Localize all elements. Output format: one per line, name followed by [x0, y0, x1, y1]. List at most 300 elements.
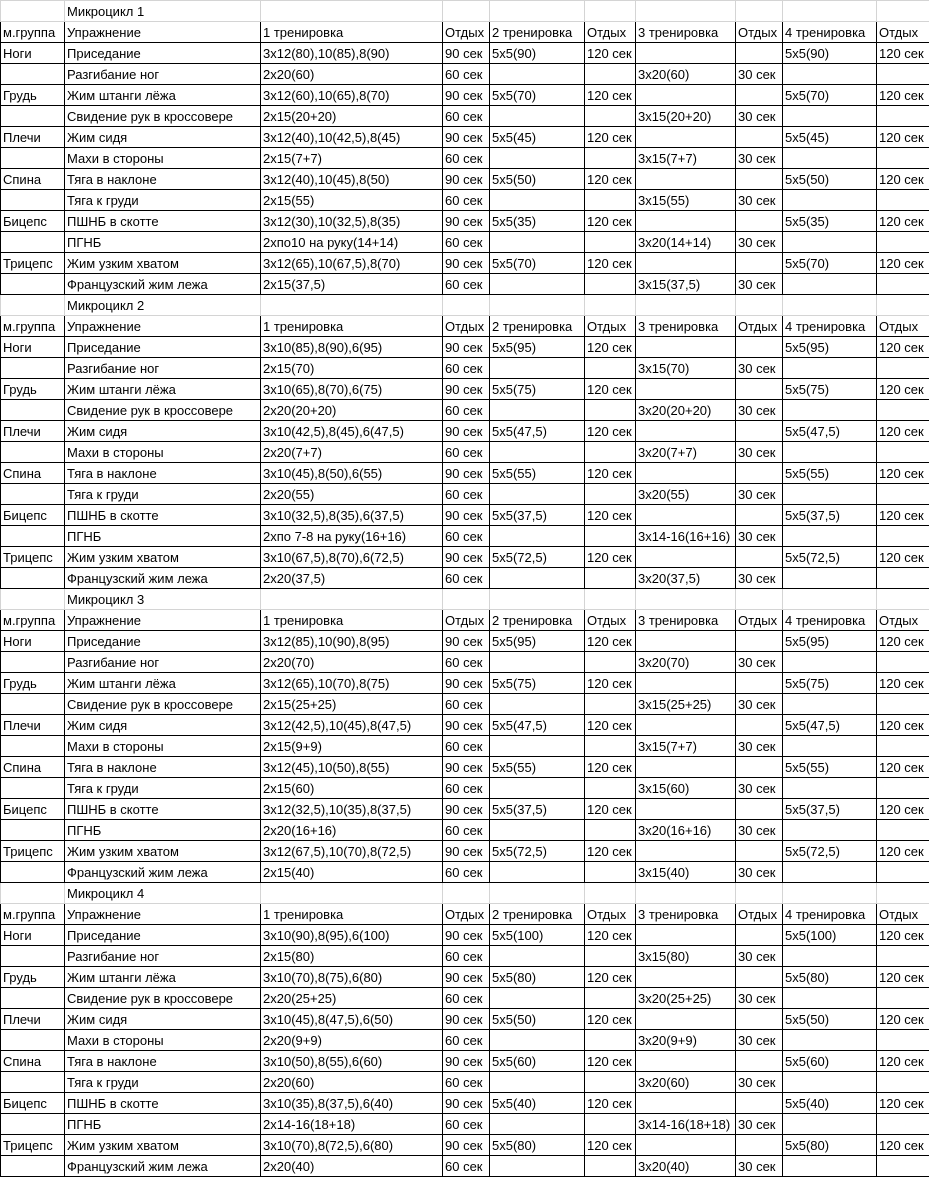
table-cell[interactable]: Французский жим лежа [65, 1156, 261, 1177]
table-cell[interactable] [1, 106, 65, 127]
table-cell[interactable]: Разгибание ног [65, 652, 261, 673]
table-cell[interactable] [877, 358, 929, 379]
table-cell[interactable]: 5х5(80) [490, 1135, 585, 1156]
table-cell[interactable]: 90 сек [443, 127, 490, 148]
table-cell[interactable]: Тяга к груди [65, 778, 261, 799]
table-cell[interactable]: 2х20(70) [261, 652, 443, 673]
column-header-cell[interactable]: м.группа [1, 22, 65, 43]
table-cell[interactable]: 60 сек [443, 526, 490, 547]
table-cell[interactable]: 5х5(95) [490, 337, 585, 358]
table-cell[interactable] [736, 505, 783, 526]
table-cell[interactable]: 90 сек [443, 967, 490, 988]
empty-cell[interactable] [877, 589, 929, 610]
table-cell[interactable]: 5х5(95) [490, 631, 585, 652]
table-cell[interactable] [636, 127, 736, 148]
table-cell[interactable]: 3х15(80) [636, 946, 736, 967]
table-cell[interactable] [1, 736, 65, 757]
table-cell[interactable] [636, 43, 736, 64]
column-header-cell[interactable]: Упражнение [65, 904, 261, 925]
table-cell[interactable]: 60 сек [443, 778, 490, 799]
table-cell[interactable]: Разгибание ног [65, 64, 261, 85]
table-cell[interactable] [783, 1156, 877, 1177]
empty-cell[interactable] [585, 589, 636, 610]
table-cell[interactable]: 5х5(35) [783, 211, 877, 232]
table-cell[interactable]: Трицепс [1, 253, 65, 274]
table-cell[interactable]: 5х5(72,5) [783, 841, 877, 862]
table-cell[interactable] [783, 442, 877, 463]
table-cell[interactable]: 5х5(37,5) [490, 799, 585, 820]
table-cell[interactable]: 120 сек [877, 85, 929, 106]
column-header-cell[interactable]: 2 тренировка [490, 904, 585, 925]
table-cell[interactable]: Свидение рук в кроссовере [65, 988, 261, 1009]
table-cell[interactable]: 30 сек [736, 1156, 783, 1177]
table-cell[interactable] [783, 1114, 877, 1135]
empty-cell[interactable] [261, 295, 443, 316]
table-cell[interactable] [585, 400, 636, 421]
table-cell[interactable]: 30 сек [736, 64, 783, 85]
table-cell[interactable]: Бицепс [1, 1093, 65, 1114]
table-cell[interactable]: 60 сек [443, 946, 490, 967]
table-cell[interactable] [1, 274, 65, 295]
table-cell[interactable]: Грудь [1, 85, 65, 106]
column-header-cell[interactable]: Отдых [736, 904, 783, 925]
table-cell[interactable]: 5х5(45) [783, 127, 877, 148]
table-cell[interactable]: 2х15(7+7) [261, 148, 443, 169]
table-cell[interactable] [636, 1093, 736, 1114]
table-cell[interactable]: Бицепс [1, 799, 65, 820]
table-cell[interactable]: Французский жим лежа [65, 274, 261, 295]
table-cell[interactable] [783, 148, 877, 169]
table-cell[interactable]: 3х10(70),8(72,5),6(80) [261, 1135, 443, 1156]
table-cell[interactable] [1, 232, 65, 253]
table-cell[interactable] [877, 778, 929, 799]
table-cell[interactable] [783, 484, 877, 505]
table-cell[interactable]: 90 сек [443, 799, 490, 820]
table-cell[interactable]: 5х5(72,5) [490, 841, 585, 862]
table-cell[interactable]: 5х5(40) [490, 1093, 585, 1114]
table-cell[interactable] [490, 946, 585, 967]
table-cell[interactable] [1, 484, 65, 505]
column-header-cell[interactable]: 4 тренировка [783, 610, 877, 631]
table-cell[interactable]: 120 сек [585, 631, 636, 652]
table-cell[interactable]: 2х15(70) [261, 358, 443, 379]
table-cell[interactable]: 120 сек [877, 757, 929, 778]
table-cell[interactable] [783, 358, 877, 379]
empty-cell[interactable] [783, 883, 877, 904]
table-cell[interactable] [636, 841, 736, 862]
table-cell[interactable]: Трицепс [1, 1135, 65, 1156]
table-cell[interactable] [636, 715, 736, 736]
table-cell[interactable] [783, 1030, 877, 1051]
table-cell[interactable]: 30 сек [736, 400, 783, 421]
table-cell[interactable]: 60 сек [443, 652, 490, 673]
table-cell[interactable] [783, 820, 877, 841]
table-cell[interactable] [1, 652, 65, 673]
table-cell[interactable]: 90 сек [443, 715, 490, 736]
table-cell[interactable] [877, 64, 929, 85]
table-cell[interactable] [783, 1072, 877, 1093]
table-cell[interactable] [783, 736, 877, 757]
table-cell[interactable]: 90 сек [443, 631, 490, 652]
table-cell[interactable] [585, 442, 636, 463]
empty-cell[interactable] [783, 1, 877, 22]
table-cell[interactable]: 90 сек [443, 757, 490, 778]
empty-cell[interactable] [1, 1, 65, 22]
empty-cell[interactable] [736, 589, 783, 610]
table-cell[interactable] [636, 169, 736, 190]
table-cell[interactable]: 120 сек [585, 253, 636, 274]
table-cell[interactable]: 3х20(20+20) [636, 400, 736, 421]
table-cell[interactable] [877, 106, 929, 127]
table-cell[interactable]: 120 сек [585, 1135, 636, 1156]
table-cell[interactable] [877, 190, 929, 211]
table-cell[interactable]: Бицепс [1, 505, 65, 526]
table-cell[interactable] [877, 568, 929, 589]
table-cell[interactable] [636, 463, 736, 484]
table-cell[interactable]: 120 сек [877, 799, 929, 820]
table-cell[interactable]: 3х20(25+25) [636, 988, 736, 1009]
table-cell[interactable] [490, 274, 585, 295]
table-cell[interactable]: 5х5(100) [783, 925, 877, 946]
table-cell[interactable]: 5х5(75) [783, 673, 877, 694]
table-cell[interactable]: 30 сек [736, 148, 783, 169]
table-cell[interactable] [636, 547, 736, 568]
table-cell[interactable] [783, 946, 877, 967]
table-cell[interactable]: 120 сек [585, 337, 636, 358]
table-cell[interactable]: 3х20(37,5) [636, 568, 736, 589]
column-header-cell[interactable]: Отдых [443, 610, 490, 631]
table-cell[interactable]: 120 сек [877, 925, 929, 946]
table-cell[interactable]: 60 сек [443, 442, 490, 463]
table-cell[interactable]: 3х14-16(16+16) [636, 526, 736, 547]
table-cell[interactable]: 30 сек [736, 106, 783, 127]
table-cell[interactable] [783, 526, 877, 547]
empty-cell[interactable] [1, 589, 65, 610]
table-cell[interactable]: 2х20(37,5) [261, 568, 443, 589]
table-cell[interactable]: 30 сек [736, 736, 783, 757]
table-cell[interactable]: 30 сек [736, 358, 783, 379]
table-cell[interactable]: 5х5(70) [490, 85, 585, 106]
table-cell[interactable]: 5х5(72,5) [783, 547, 877, 568]
table-cell[interactable]: 3х12(67,5),10(70),8(72,5) [261, 841, 443, 862]
table-cell[interactable]: Грудь [1, 673, 65, 694]
table-cell[interactable] [636, 85, 736, 106]
table-cell[interactable]: 90 сек [443, 253, 490, 274]
table-cell[interactable] [783, 988, 877, 1009]
table-cell[interactable] [877, 1156, 929, 1177]
column-header-cell[interactable]: 2 тренировка [490, 610, 585, 631]
table-cell[interactable]: Тяга в наклоне [65, 169, 261, 190]
table-cell[interactable]: Жим сидя [65, 421, 261, 442]
table-cell[interactable] [736, 43, 783, 64]
table-cell[interactable] [736, 1135, 783, 1156]
table-cell[interactable] [636, 1051, 736, 1072]
table-cell[interactable]: Тяга к груди [65, 190, 261, 211]
table-cell[interactable] [736, 379, 783, 400]
table-cell[interactable] [1, 400, 65, 421]
table-cell[interactable]: 5х5(50) [783, 169, 877, 190]
table-cell[interactable]: 2х15(37,5) [261, 274, 443, 295]
microcycle-title[interactable]: Микроцикл 4 [65, 883, 261, 904]
table-cell[interactable]: 3х20(60) [636, 1072, 736, 1093]
table-cell[interactable]: 5х5(47,5) [490, 421, 585, 442]
table-cell[interactable]: 90 сек [443, 1051, 490, 1072]
column-header-cell[interactable]: 3 тренировка [636, 22, 736, 43]
table-cell[interactable]: 5х5(75) [490, 379, 585, 400]
table-cell[interactable] [636, 799, 736, 820]
table-cell[interactable] [1, 442, 65, 463]
table-cell[interactable]: 30 сек [736, 190, 783, 211]
table-cell[interactable] [877, 652, 929, 673]
table-cell[interactable]: Трицепс [1, 841, 65, 862]
table-cell[interactable] [1, 988, 65, 1009]
table-cell[interactable] [585, 652, 636, 673]
table-cell[interactable]: ПШНБ в скотте [65, 1093, 261, 1114]
table-cell[interactable]: 60 сек [443, 64, 490, 85]
column-header-cell[interactable]: 2 тренировка [490, 22, 585, 43]
table-cell[interactable] [490, 988, 585, 1009]
table-cell[interactable]: 5х5(50) [490, 1009, 585, 1030]
table-cell[interactable] [585, 190, 636, 211]
column-header-cell[interactable]: 4 тренировка [783, 904, 877, 925]
table-cell[interactable] [1, 568, 65, 589]
table-cell[interactable]: 30 сек [736, 568, 783, 589]
table-cell[interactable] [877, 1114, 929, 1135]
empty-cell[interactable] [443, 1, 490, 22]
table-cell[interactable]: 3х10(32,5),8(35),6(37,5) [261, 505, 443, 526]
table-cell[interactable]: 5х5(90) [783, 43, 877, 64]
table-cell[interactable]: 3х14-16(18+18) [636, 1114, 736, 1135]
empty-cell[interactable] [636, 295, 736, 316]
table-cell[interactable]: Жим сидя [65, 1009, 261, 1030]
table-cell[interactable]: 3х10(90),8(95),6(100) [261, 925, 443, 946]
table-cell[interactable]: 30 сек [736, 778, 783, 799]
table-cell[interactable]: 3х20(7+7) [636, 442, 736, 463]
table-cell[interactable]: 3х20(40) [636, 1156, 736, 1177]
table-cell[interactable] [783, 862, 877, 883]
table-cell[interactable] [736, 1009, 783, 1030]
table-cell[interactable]: 5х5(55) [490, 463, 585, 484]
table-cell[interactable]: 120 сек [585, 169, 636, 190]
empty-cell[interactable] [261, 1, 443, 22]
table-cell[interactable]: 30 сек [736, 274, 783, 295]
table-cell[interactable]: 120 сек [877, 43, 929, 64]
table-cell[interactable]: 120 сек [585, 1093, 636, 1114]
table-cell[interactable]: 30 сек [736, 820, 783, 841]
table-cell[interactable]: Жим штанги лёжа [65, 85, 261, 106]
table-cell[interactable]: 3х10(35),8(37,5),6(40) [261, 1093, 443, 1114]
table-cell[interactable]: 3х15(40) [636, 862, 736, 883]
column-header-cell[interactable]: Отдых [736, 610, 783, 631]
table-cell[interactable]: 30 сек [736, 1114, 783, 1135]
column-header-cell[interactable]: Отдых [585, 610, 636, 631]
table-cell[interactable]: Спина [1, 463, 65, 484]
table-cell[interactable] [1, 820, 65, 841]
empty-cell[interactable] [585, 295, 636, 316]
empty-cell[interactable] [261, 589, 443, 610]
table-cell[interactable]: 2х20(55) [261, 484, 443, 505]
column-header-cell[interactable]: Отдых [585, 22, 636, 43]
table-cell[interactable] [877, 1030, 929, 1051]
table-cell[interactable]: 120 сек [877, 1051, 929, 1072]
table-cell[interactable] [490, 106, 585, 127]
column-header-cell[interactable]: Отдых [877, 316, 929, 337]
table-cell[interactable]: 5х5(80) [490, 967, 585, 988]
empty-cell[interactable] [783, 295, 877, 316]
table-cell[interactable]: 3х12(80),10(85),8(90) [261, 43, 443, 64]
table-cell[interactable]: 120 сек [585, 841, 636, 862]
table-cell[interactable]: 60 сек [443, 1030, 490, 1051]
table-cell[interactable]: Тяга в наклоне [65, 463, 261, 484]
table-cell[interactable]: 90 сек [443, 169, 490, 190]
table-cell[interactable] [490, 1030, 585, 1051]
table-cell[interactable]: Разгибание ног [65, 358, 261, 379]
table-cell[interactable]: 60 сек [443, 736, 490, 757]
table-cell[interactable]: Жим узким хватом [65, 841, 261, 862]
table-cell[interactable] [490, 862, 585, 883]
empty-cell[interactable] [736, 1, 783, 22]
table-cell[interactable] [1, 862, 65, 883]
table-cell[interactable] [585, 1030, 636, 1051]
table-cell[interactable]: ПГНБ [65, 1114, 261, 1135]
table-cell[interactable] [585, 1114, 636, 1135]
table-cell[interactable]: 120 сек [585, 673, 636, 694]
table-cell[interactable] [1, 1072, 65, 1093]
table-cell[interactable]: 5х5(45) [490, 127, 585, 148]
table-cell[interactable]: 120 сек [585, 379, 636, 400]
table-cell[interactable] [490, 190, 585, 211]
table-cell[interactable]: Жим узким хватом [65, 253, 261, 274]
table-cell[interactable] [585, 946, 636, 967]
table-cell[interactable] [736, 253, 783, 274]
table-cell[interactable]: 2х15(20+20) [261, 106, 443, 127]
table-cell[interactable] [636, 631, 736, 652]
table-cell[interactable] [783, 652, 877, 673]
table-cell[interactable] [636, 1135, 736, 1156]
table-cell[interactable]: 60 сек [443, 190, 490, 211]
empty-cell[interactable] [585, 883, 636, 904]
table-cell[interactable]: 30 сек [736, 946, 783, 967]
column-header-cell[interactable]: Отдых [585, 904, 636, 925]
table-cell[interactable]: 5х5(40) [783, 1093, 877, 1114]
table-cell[interactable] [636, 337, 736, 358]
column-header-cell[interactable]: 4 тренировка [783, 316, 877, 337]
table-cell[interactable]: 3х12(40),10(45),8(50) [261, 169, 443, 190]
table-cell[interactable] [490, 820, 585, 841]
table-cell[interactable]: 2х14-16(18+18) [261, 1114, 443, 1135]
table-cell[interactable]: Ноги [1, 925, 65, 946]
table-cell[interactable]: 3х20(60) [636, 64, 736, 85]
table-cell[interactable] [783, 232, 877, 253]
table-cell[interactable] [736, 1051, 783, 1072]
table-cell[interactable]: 120 сек [585, 967, 636, 988]
empty-cell[interactable] [877, 295, 929, 316]
table-cell[interactable]: Тяга к груди [65, 1072, 261, 1093]
table-cell[interactable] [490, 400, 585, 421]
table-cell[interactable]: 5х5(80) [783, 967, 877, 988]
table-cell[interactable]: 120 сек [877, 715, 929, 736]
table-cell[interactable] [877, 442, 929, 463]
table-cell[interactable] [736, 757, 783, 778]
column-header-cell[interactable]: м.группа [1, 610, 65, 631]
table-cell[interactable]: 90 сек [443, 547, 490, 568]
table-cell[interactable]: 30 сек [736, 1072, 783, 1093]
table-cell[interactable]: 3х15(60) [636, 778, 736, 799]
column-header-cell[interactable]: Отдых [443, 316, 490, 337]
column-header-cell[interactable]: 3 тренировка [636, 316, 736, 337]
table-cell[interactable] [490, 484, 585, 505]
table-cell[interactable] [877, 484, 929, 505]
table-cell[interactable]: 5х5(50) [783, 1009, 877, 1030]
table-cell[interactable]: 5х5(90) [490, 43, 585, 64]
table-cell[interactable] [636, 925, 736, 946]
table-cell[interactable]: 5х5(37,5) [490, 505, 585, 526]
table-cell[interactable]: 2х20(60) [261, 64, 443, 85]
empty-cell[interactable] [877, 883, 929, 904]
microcycle-title[interactable]: Микроцикл 1 [65, 1, 261, 22]
table-cell[interactable]: 120 сек [877, 1009, 929, 1030]
table-cell[interactable]: 120 сек [585, 715, 636, 736]
table-cell[interactable] [490, 148, 585, 169]
column-header-cell[interactable]: Отдых [877, 22, 929, 43]
table-cell[interactable] [490, 1072, 585, 1093]
empty-cell[interactable] [1, 295, 65, 316]
table-cell[interactable] [636, 211, 736, 232]
table-cell[interactable] [636, 967, 736, 988]
table-cell[interactable]: 3х10(45),8(50),6(55) [261, 463, 443, 484]
table-cell[interactable]: 90 сек [443, 505, 490, 526]
table-cell[interactable]: 3х12(40),10(42,5),8(45) [261, 127, 443, 148]
table-cell[interactable]: 120 сек [877, 1093, 929, 1114]
column-header-cell[interactable]: 1 тренировка [261, 316, 443, 337]
column-header-cell[interactable]: Отдых [736, 22, 783, 43]
table-cell[interactable]: 3х20(14+14) [636, 232, 736, 253]
table-cell[interactable] [490, 736, 585, 757]
table-cell[interactable]: 3х20(16+16) [636, 820, 736, 841]
table-cell[interactable]: Ноги [1, 43, 65, 64]
table-cell[interactable]: 3х15(70) [636, 358, 736, 379]
table-cell[interactable] [736, 631, 783, 652]
table-cell[interactable] [1, 1030, 65, 1051]
table-cell[interactable]: Тяга к груди [65, 484, 261, 505]
table-cell[interactable]: 120 сек [585, 925, 636, 946]
table-cell[interactable]: 120 сек [877, 631, 929, 652]
table-cell[interactable]: 5х5(47,5) [783, 715, 877, 736]
column-header-cell[interactable]: 2 тренировка [490, 316, 585, 337]
table-cell[interactable] [636, 1009, 736, 1030]
table-cell[interactable] [636, 253, 736, 274]
table-cell[interactable]: 90 сек [443, 43, 490, 64]
table-cell[interactable] [877, 736, 929, 757]
column-header-cell[interactable]: 3 тренировка [636, 610, 736, 631]
table-cell[interactable]: 120 сек [877, 1135, 929, 1156]
table-cell[interactable]: 5х5(47,5) [490, 715, 585, 736]
table-cell[interactable]: ПШНБ в скотте [65, 505, 261, 526]
empty-cell[interactable] [736, 295, 783, 316]
table-cell[interactable]: 30 сек [736, 652, 783, 673]
table-cell[interactable] [736, 127, 783, 148]
table-cell[interactable] [1, 526, 65, 547]
table-cell[interactable]: Разгибание ног [65, 946, 261, 967]
table-cell[interactable] [585, 358, 636, 379]
table-cell[interactable] [877, 694, 929, 715]
table-cell[interactable]: 60 сек [443, 988, 490, 1009]
table-cell[interactable] [490, 232, 585, 253]
table-cell[interactable]: 120 сек [585, 127, 636, 148]
table-cell[interactable]: 120 сек [877, 841, 929, 862]
table-cell[interactable] [490, 442, 585, 463]
table-cell[interactable]: 60 сек [443, 1114, 490, 1135]
